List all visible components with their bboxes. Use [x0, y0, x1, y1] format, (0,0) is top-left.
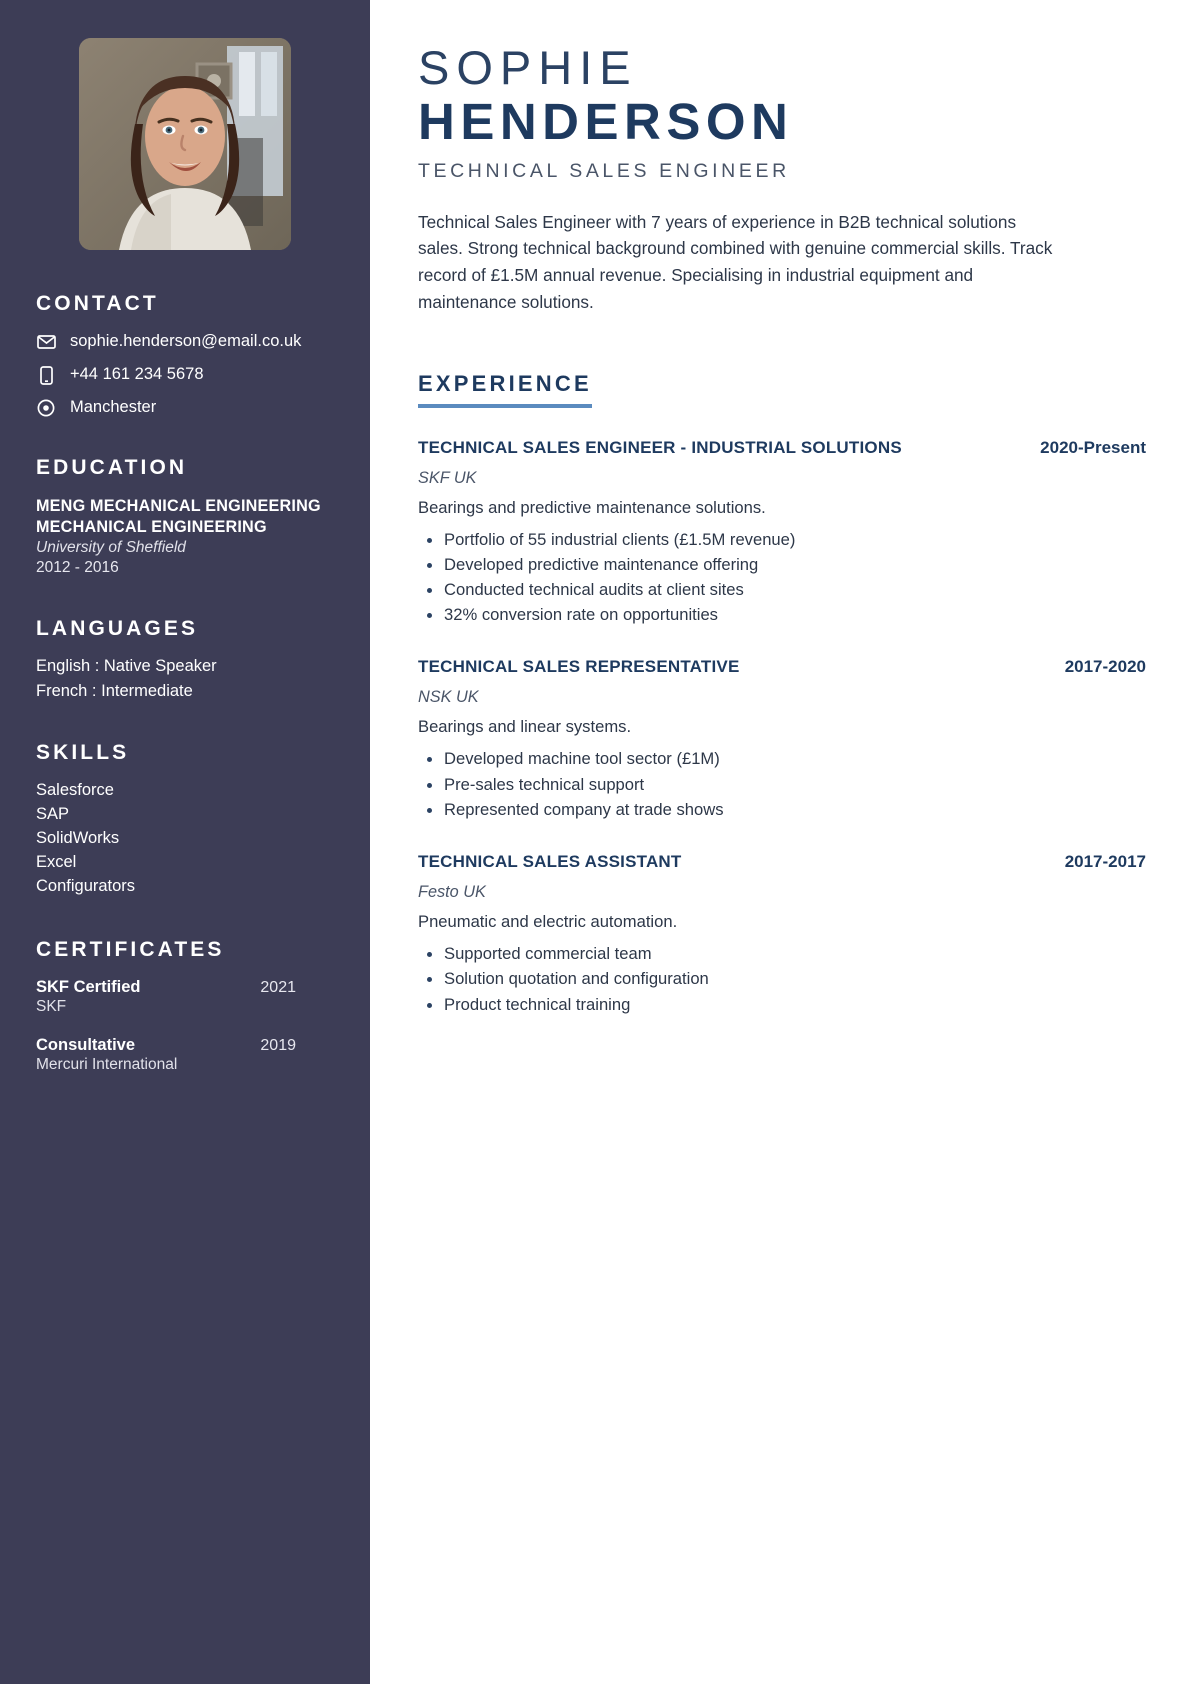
- certificate-header: [36, 1036, 336, 1055]
- profile-photo: [79, 38, 291, 250]
- experience-dates: 2020-Present: [1040, 437, 1146, 457]
- certificate-item: [36, 978, 336, 1016]
- professional-summary: Technical Sales Engineer with 7 years of experience in B2B technical solutions sales. Strong technical background combined with genuine commercial skills. Track record of £1.5M annual revenue. Specialising in industrial equipment and maintenance solutions.: [418, 211, 1053, 312]
- certificate-year: 2019: [260, 1037, 296, 1055]
- experience-bullets: [418, 527, 1146, 628]
- certificate-org: SKF: [36, 998, 67, 1016]
- last-name: HENDERSON: [418, 92, 794, 150]
- certificate-org: Mercuri International: [36, 1056, 178, 1074]
- experience-role: TECHNICAL SALES ASSISTANT: [418, 852, 682, 872]
- contact-section: [36, 292, 336, 418]
- contact-location[interactable]: [36, 398, 336, 418]
- languages-heading: LANGUAGES: [36, 617, 199, 641]
- certificate-header: [36, 978, 336, 997]
- language-item: French : Intermediate: [36, 682, 193, 701]
- experience-company: NSK UK: [418, 688, 479, 707]
- experience-role: TECHNICAL SALES REPRESENTATIVE: [418, 657, 740, 677]
- experience-item: [418, 438, 1146, 628]
- experience-company: Festo UK: [418, 883, 486, 902]
- experience-dates: 2017-2020: [1064, 657, 1146, 677]
- contact-phone-text: +44 161 234 5678: [70, 365, 204, 384]
- phone-icon: [36, 365, 56, 385]
- experience-bullet: Supported commercial team: [418, 941, 1146, 966]
- languages-section: [36, 617, 336, 701]
- main-column: [370, 0, 1190, 1684]
- sidebar-content: [0, 292, 370, 1074]
- experience-bullet: Product technical training: [418, 992, 1146, 1017]
- contact-location-text: Manchester: [70, 398, 157, 417]
- skills-section: [36, 741, 336, 896]
- experience-description: Bearings and predictive maintenance solutions.: [418, 497, 766, 517]
- certificate-year: 2021: [260, 979, 296, 997]
- skill-item: SolidWorks: [36, 829, 120, 848]
- certificates-heading: CERTIFICATES: [36, 938, 225, 962]
- experience-bullet: Portfolio of 55 industrial clients (£1.5M revenue): [418, 527, 1146, 552]
- experience-bullet: 32% conversion rate on opportunities: [418, 602, 1146, 627]
- experience-dates: 2017-2017: [1064, 852, 1146, 872]
- experience-header: [418, 657, 1146, 679]
- experience-bullet: Developed machine tool sector (£1M): [418, 746, 1146, 771]
- contact-heading: CONTACT: [36, 292, 159, 315]
- experience-item: [418, 852, 1146, 1017]
- experience-bullet: Pre-sales technical support: [418, 772, 1146, 797]
- language-item: English : Native Speaker: [36, 657, 217, 676]
- skill-item: Configurators: [36, 877, 136, 896]
- experience-bullet: Conducted technical audits at client sites: [418, 577, 1146, 602]
- experience-header: [418, 438, 1146, 460]
- experience-role: TECHNICAL SALES ENGINEER - INDUSTRIAL SOLUTIONS: [418, 437, 902, 457]
- education-school: University of Sheffield: [36, 539, 186, 557]
- envelope-icon: [36, 332, 56, 352]
- contact-email[interactable]: [36, 332, 336, 352]
- skill-item: Salesforce: [36, 781, 114, 800]
- education-section: [36, 456, 336, 577]
- experience-bullets: [418, 941, 1146, 1017]
- education-heading: EDUCATION: [36, 456, 188, 479]
- certificate-name: SKF Certified: [36, 978, 141, 997]
- experience-heading: EXPERIENCE: [418, 371, 592, 408]
- experience-description: Bearings and linear systems.: [418, 717, 632, 737]
- first-name: SOPHIE: [418, 41, 638, 94]
- education-degree: MENG MECHANICAL ENGINEERING MECHANICAL ENGINEERING: [36, 497, 321, 536]
- skill-item: Excel: [36, 853, 77, 872]
- sidebar: [0, 0, 370, 1684]
- experience-bullets: [418, 746, 1146, 822]
- contact-email-text: sophie.henderson@email.co.uk: [70, 332, 302, 351]
- experience-item: [418, 657, 1146, 822]
- experience-header: [418, 852, 1146, 874]
- experience-bullet: Developed predictive maintenance offering: [418, 552, 1146, 577]
- contact-phone[interactable]: [36, 365, 336, 385]
- experience-list: [418, 438, 1146, 1017]
- experience-company: SKF UK: [418, 468, 477, 487]
- resume-header: [418, 42, 1146, 183]
- certificate-name: Consultative: [36, 1036, 136, 1055]
- job-title: TECHNICAL SALES ENGINEER: [418, 159, 790, 182]
- certificate-item: [36, 1036, 336, 1074]
- location-pin-icon: [36, 398, 56, 418]
- experience-bullet: Solution quotation and configuration: [418, 966, 1146, 991]
- certificates-section: [36, 938, 336, 1074]
- skill-item: SAP: [36, 805, 70, 824]
- experience-description: Pneumatic and electric automation.: [418, 912, 678, 932]
- profile-photo-wrap: [0, 0, 370, 250]
- skills-heading: SKILLS: [36, 741, 130, 765]
- experience-bullet: Represented company at trade shows: [418, 797, 1146, 822]
- education-dates: 2012 - 2016: [36, 559, 119, 577]
